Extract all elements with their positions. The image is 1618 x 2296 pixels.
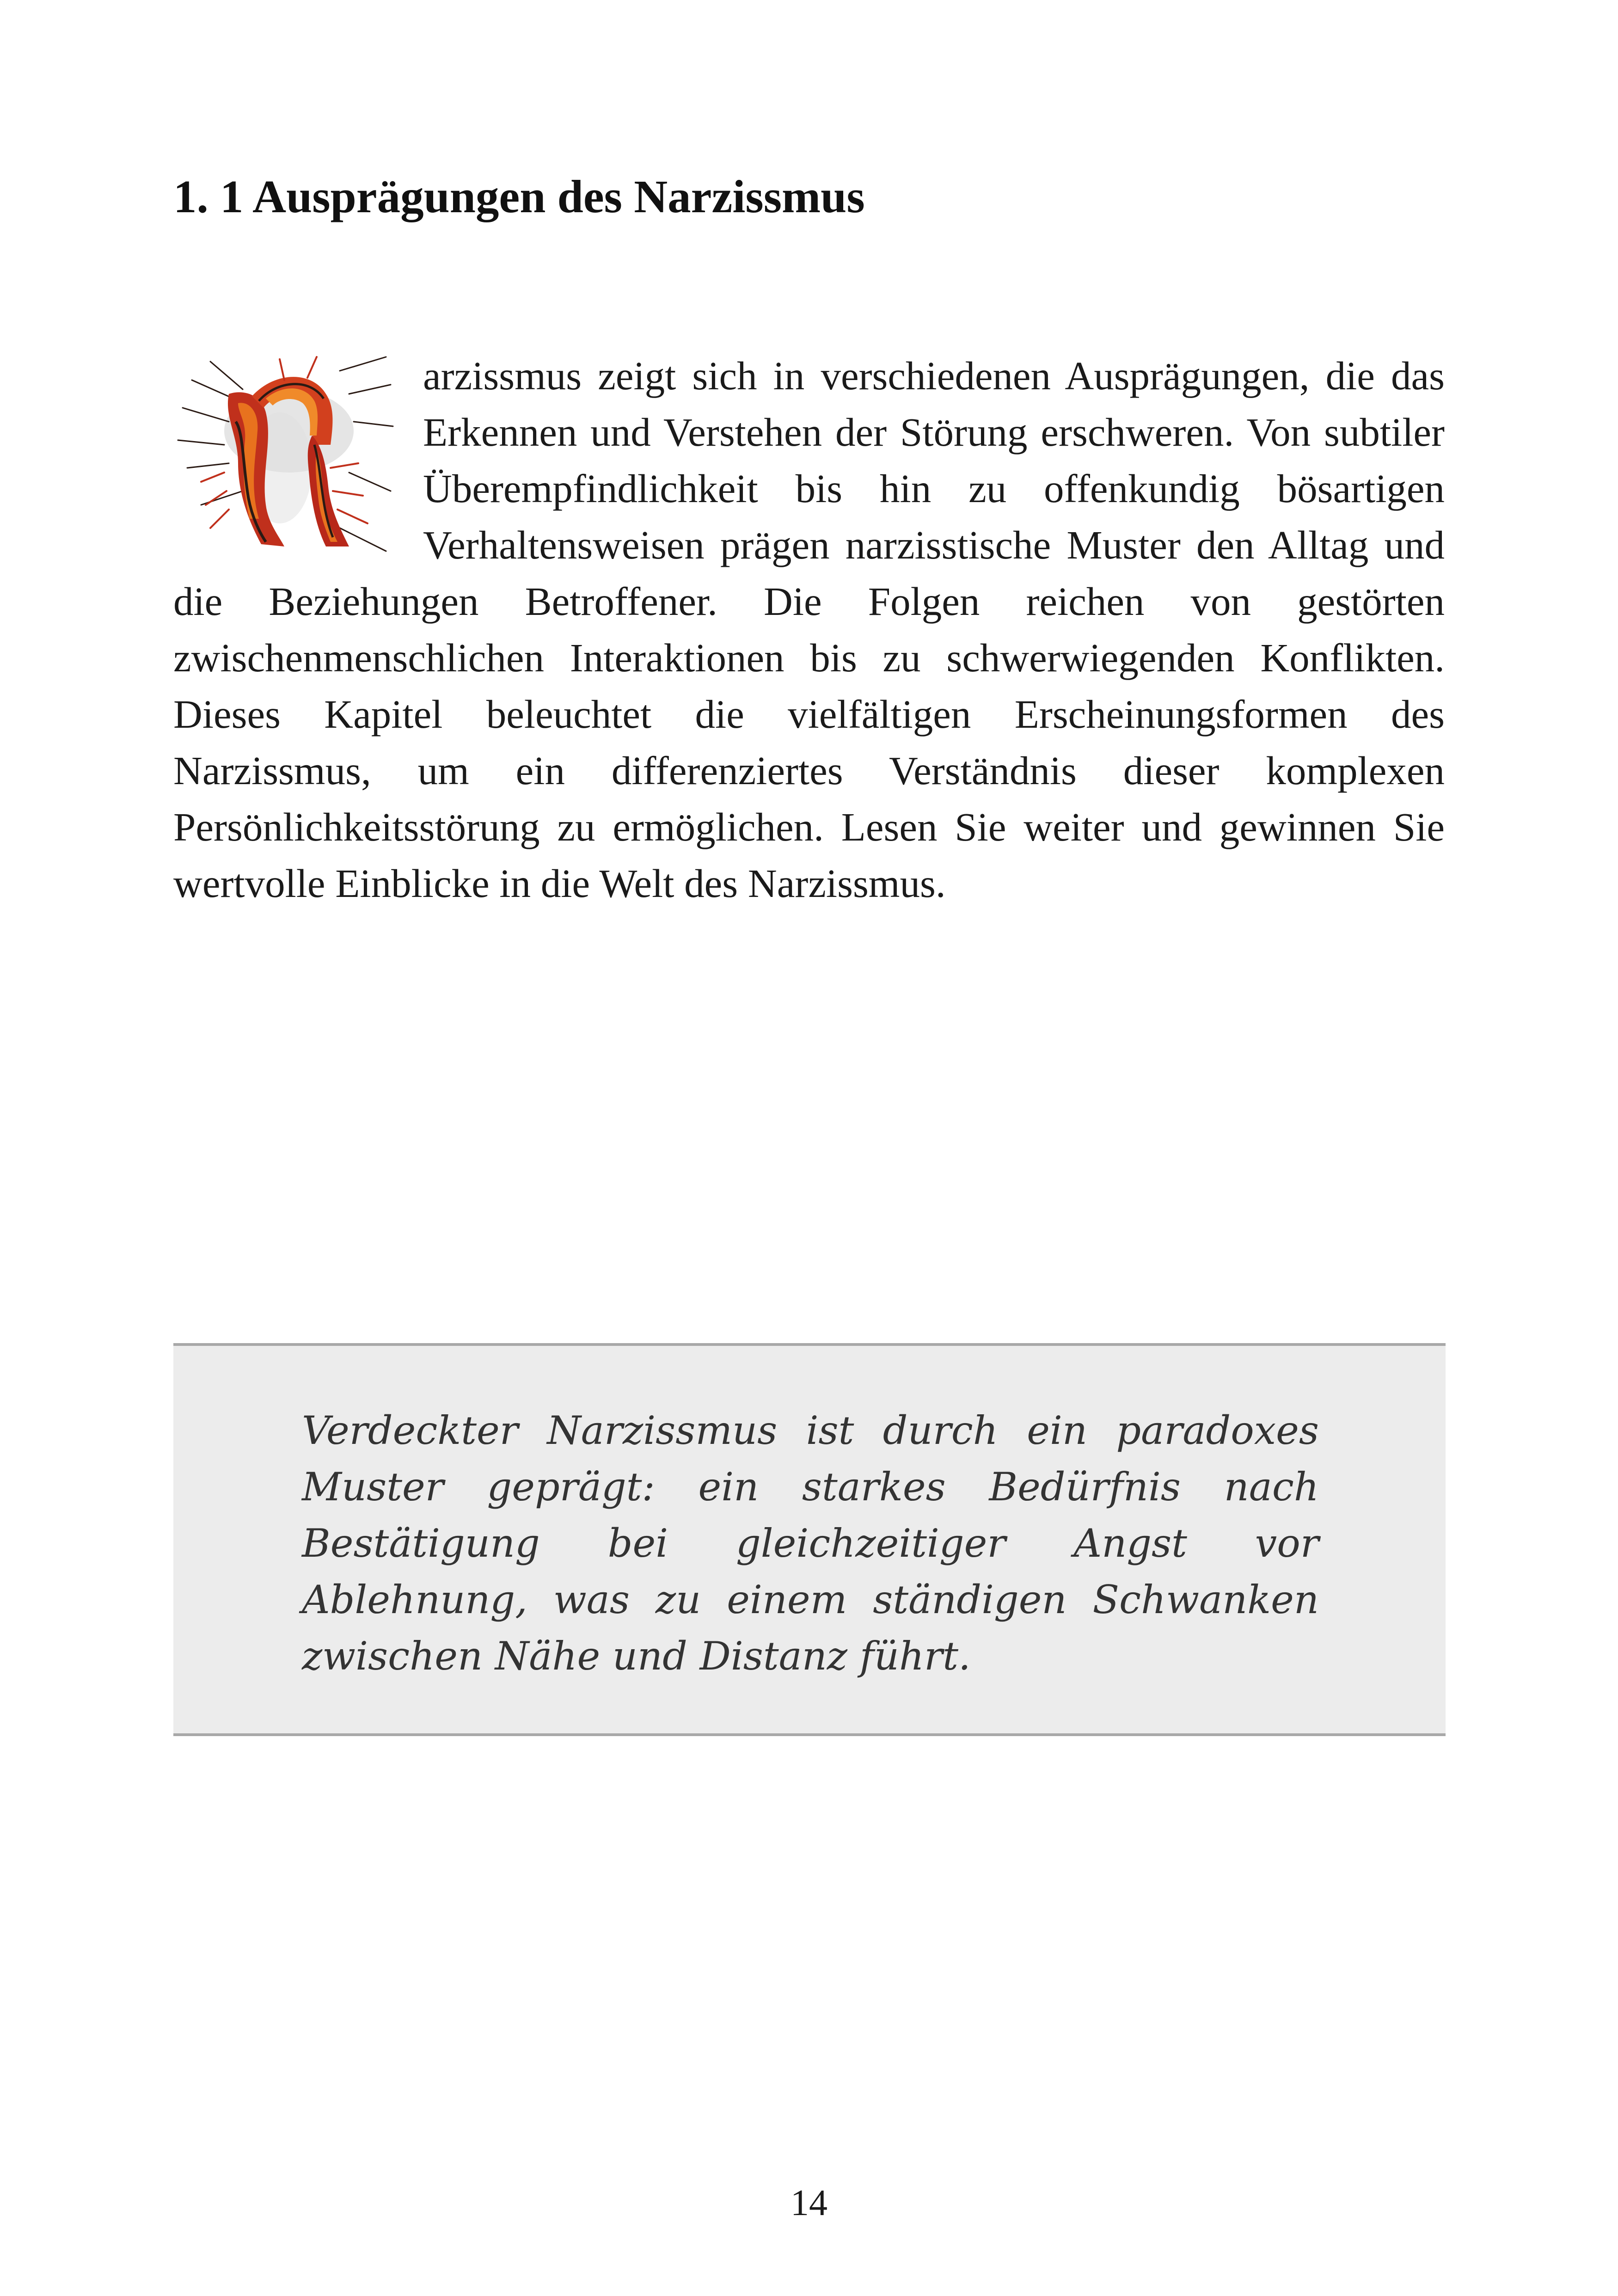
page-number: 14 <box>791 2183 827 2223</box>
callout-box <box>173 1343 1446 1736</box>
dropcap-illustration <box>173 352 395 558</box>
callout-quote: Verdeckter Narzissmus ist durch ein paradoxes Muster geprägt: ein starkes Bedürfnis nach Bestätigung bei gleichzeitiger Angst vor Ablehnung, was zu einem ständigen Schwanken zwischen Nähe und Distanz führt. <box>302 1408 1319 1679</box>
section-heading: 1. 1 Ausprägungen des Narzissmus <box>173 171 865 222</box>
intro-paragraph <box>173 348 1445 912</box>
intro-text: arzissmus zeigt sich in verschiedenen Ausprägungen, die das Erkennen und Verstehen der Störung erschweren. Von subtiler Überempfindlichkeit bis hin zu offenkundig bösartigen Verhaltensweisen prägen narzisstische Muster den Alltag und die Beziehungen Betroffener. Die Folgen reichen von gestörten zwischenmenschlichen Interaktionen bis zu schwerwiegenden Konflikten. Dieses Kapitel beleuchtet die vielfältigen Erscheinungsformen des Narzissmus, um ein differenziertes Verständnis dieser komplexen Persönlichkeitsstörung zu ermöglichen. Lesen Sie weiter und gewinnen Sie wertvolle Einblicke in die Welt des Narzissmus. <box>173 353 1445 906</box>
painted-letter-n-icon <box>173 352 395 558</box>
